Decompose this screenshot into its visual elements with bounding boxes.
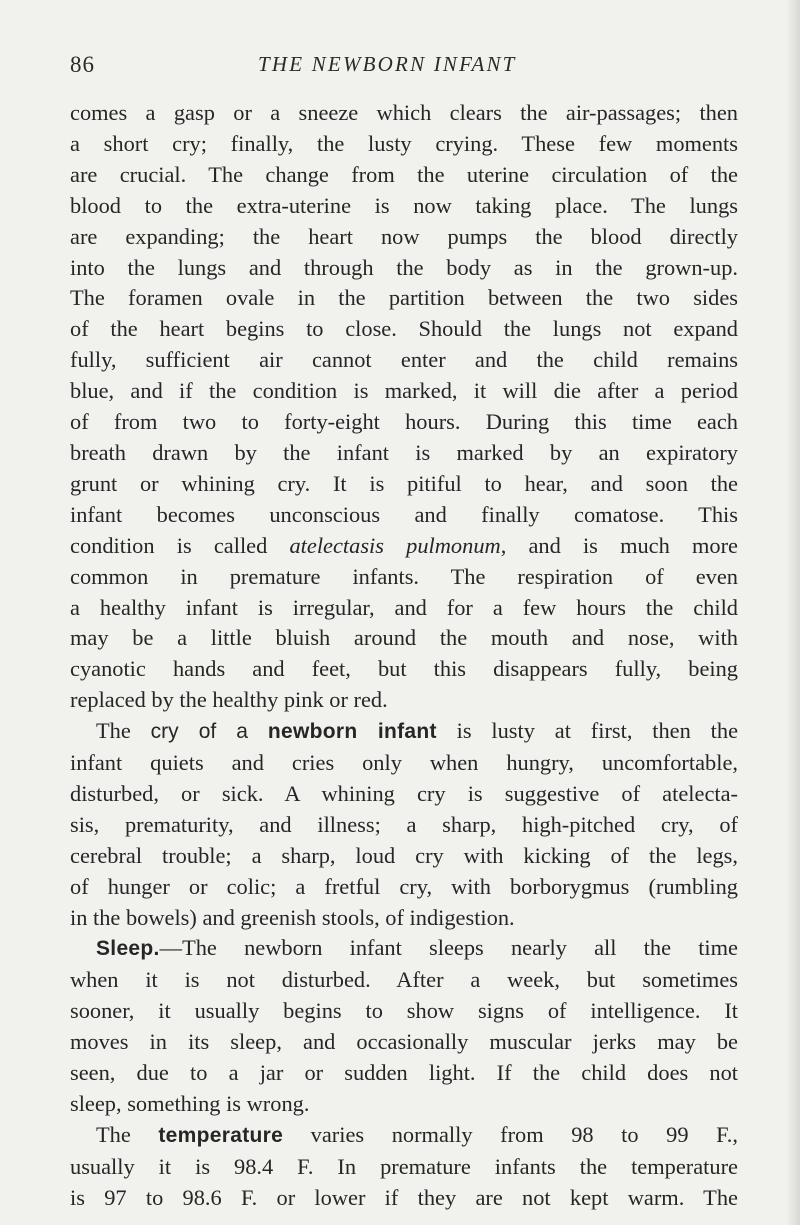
text-line: blue, and if the condition is marked, it will die after a period xyxy=(70,378,738,404)
text-line: disturbed, or sick. A whining cry is suggestive of atelecta- xyxy=(70,780,738,806)
text-line: into the lungs and through the body as in the grown-up. xyxy=(70,254,738,280)
text-line: breath drawn by the infant is marked by an expiratory xyxy=(70,439,738,465)
bold-run-in: temperature xyxy=(158,1123,284,1147)
text-line: may be a little bluish around the mouth and nose, with xyxy=(70,625,738,651)
text-segment: , and is much more xyxy=(500,532,738,558)
text-line: usually it is 98.4 F. In premature infants the temperature xyxy=(70,1153,738,1179)
text-line: sooner, it usually begins to show signs of intelligence. It xyxy=(70,998,738,1024)
text-segment: —The newborn infant sleeps nearly all the time xyxy=(159,935,738,961)
text-segment: The xyxy=(96,1121,159,1147)
text-segment: The xyxy=(96,718,151,744)
text-line: fully, sufficient air cannot enter and the child remains xyxy=(70,347,738,373)
text-line: infant quiets and cries only when hungry, uncomfortable, xyxy=(70,750,738,776)
text-line: moves in its sleep, and occasionally muscular jerks may be xyxy=(70,1029,738,1055)
text-line: grunt or whining cry. It is pitiful to hear, and soon the xyxy=(70,470,738,496)
italic-term: atelectasis pulmonum xyxy=(289,532,501,558)
text-line: sis, prematurity, and illness; a sharp, high-pitched cry, of xyxy=(70,811,738,837)
text-line: in the bowels) and greenish stools, of indigestion. xyxy=(70,904,515,930)
text-line: of from two to forty-eight hours. During this time each xyxy=(70,409,738,435)
body-text xyxy=(70,98,738,1214)
text-line: common in premature infants. The respiration of even xyxy=(70,563,738,589)
text-line: when it is not disturbed. After a week, but sometimes xyxy=(70,967,738,993)
text-line: blood to the extra-uterine is now taking place. The lungs xyxy=(70,192,738,218)
sans-run-in: cry of a xyxy=(150,720,248,744)
running-title: THE NEWBORN INFANT xyxy=(258,52,517,76)
page-header xyxy=(0,44,800,84)
page-edge-shadow xyxy=(786,0,800,1225)
text-line: of hunger or colic; a fretful cry, with borborygmus (rumbling xyxy=(70,873,738,899)
text-line-with-italic-term xyxy=(70,531,738,562)
text-segment: is lusty at first, then the xyxy=(436,718,739,744)
text-line: a short cry; finally, the lusty crying. These few moments xyxy=(70,130,738,156)
text-line: comes a gasp or a sneeze which clears the air-passages; then xyxy=(70,100,738,125)
text-line-with-heading-sleep xyxy=(70,933,738,965)
text-line: cyanotic hands and feet, but this disappears fully, being xyxy=(70,656,738,682)
text-line: seen, due to a jar or sudden light. If the child does not xyxy=(70,1060,738,1086)
text-line: is 97 to 98.6 F. or lower if they are not kept warm. The xyxy=(70,1184,738,1210)
bold-run-in: newborn infant xyxy=(267,720,437,744)
text-segment: condition is called xyxy=(70,532,290,558)
text-line: of the heart begins to close. Should the lungs not expand xyxy=(70,316,738,342)
text-line-with-heading-cry xyxy=(70,716,738,748)
text-line: cerebral trouble; a sharp, loud cry with kicking of the legs, xyxy=(70,842,738,868)
text-line-with-heading-temperature xyxy=(70,1120,738,1152)
text-line: sleep, something is wrong. xyxy=(70,1091,310,1116)
text-line: The foramen ovale in the partition between the two sides xyxy=(70,285,738,311)
text-line: replaced by the healthy pink or red. xyxy=(70,687,388,713)
text-segment: varies normally from 98 to 99 F., xyxy=(283,1121,738,1147)
text-line: are expanding; the heart now pumps the blood directly xyxy=(70,223,738,249)
text-line: a healthy infant is irregular, and for a few hours the child xyxy=(70,594,738,620)
bold-run-in: Sleep. xyxy=(96,937,160,961)
page-number: 86 xyxy=(70,52,95,77)
text-line: are crucial. The change from the uterine circulation of the xyxy=(70,161,738,187)
text-line: infant becomes unconscious and finally comatose. This xyxy=(70,501,738,527)
